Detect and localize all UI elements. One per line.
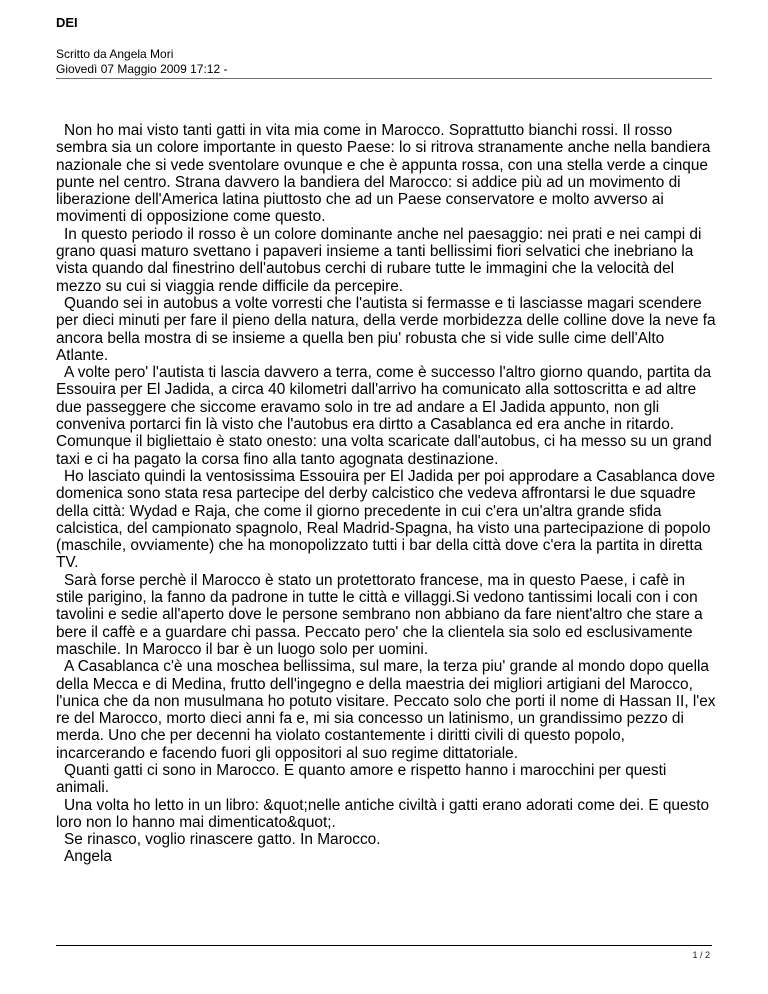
page-number: 1 / 2 xyxy=(692,950,710,960)
header-divider xyxy=(56,78,712,79)
paragraph: In questo periodo il rosso è un colore dominante anche nel paesaggio: nei prati e nei campi di grano quasi maturo svettano i papaveri insieme a tanti bellissimi fiori selvatici che inebriano la vista quando dal finestrino dell'autobus cerchi di rubare tutte le immagini che la velocità del mezzo su cui si viaggia rende difficile da percepire. xyxy=(56,225,702,295)
article-meta xyxy=(56,47,227,77)
paragraph: Ho lasciato quindi la ventosissima Essouira per El Jadida per poi approdare a Casablanca dove domenica sono stata resa partecipe del derby calcistico che vedeva affrontarsi le due squadre della città: Wydad e Raja, che come il giorno precedente in cui c'era un'altra grande sfida calcistica, del campionato spagnolo, Real Madrid-Spagna, ha visto una partecipazione di popolo (maschile, ovviamente) che ha monopolizzato tutti i bar della città dove c'era la partita in diretta TV. xyxy=(56,467,716,572)
footer-divider xyxy=(56,945,712,946)
page-title: DEI xyxy=(56,15,78,30)
paragraph: A Casablanca c'è una moschea bellissima, sul mare, la terza piu' grande al mondo dopo quella della Mecca e di Medina, frutto dell'ingegno e della maestria dei migliori artigiani del Marocco, l'unica che da non musulmana ho potuto visitare. Peccato solo che porti il nome di Hassan II, l'ex re del Marocco, morto dieci anni fa e, mi sia concesso un latinismo, un grandissimo pezzo di merda. Uno che per decenni ha violato costantemente i diritti civili di questo popolo, incarcerando e facendo fuori gli oppositori al suo regime dittatoriale. xyxy=(56,658,716,762)
paragraph: Quando sei in autobus a volte vorresti che l'autista si fermasse e ti lasciasse magari scendere per dieci minuti per fare il pieno della natura, della verde morbidezza delle colline dove la neve fa ancora bella mostra di se insieme a quella ben piu' robusta che si vide sulle cime dell'Alto Atlante. xyxy=(56,294,716,364)
date-line: Giovedì 07 Maggio 2009 17:12 - xyxy=(56,62,228,76)
paragraph: Quanti gatti ci sono in Marocco. E quanto amore e rispetto hanno i marocchini per questi animali. xyxy=(56,761,667,797)
article-body xyxy=(56,122,716,866)
signature: Angela xyxy=(64,848,112,866)
paragraph: Una volta ho letto in un libro: &quot;nelle antiche civiltà i gatti erano adorati come dei. E questo loro non lo hanno mai dimenticato&quot;. xyxy=(56,796,710,831)
paragraph: Non ho mai visto tanti gatti in vita mia come in Marocco. Soprattutto bianchi rossi. Il rosso sembra sia un colore importante in questo Paese: lo si ritrova stranamente anche nella bandiera nazionale che si vede sventolare ovunque e che è appunta rossa, con una stella verde a cinque punte nel centro. Strana davvero la bandiera del Marocco: si addice più ad un movimento di liberazione dell'America latina piuttosto che ad un Paese conservatore e molto avverso ai movimenti di opposizione come questo. xyxy=(56,122,711,226)
paragraph: Sarà forse perchè il Marocco è stato un protettorato francese, ma in questo Paese, i cafè in stile parigino, la fanno da padrone in tutte le città e villaggi.Si vedono tantissimi locali con i con tavolini e sedie all'aperto dove le persone sembrano non abbiano da fare nient'altro che stare a bere il caffè e a guardare chi passa. Peccato pero' che la clientela sia solo ed esclusivamente maschile. In Marocco il bar è un luogo solo per uomini. xyxy=(56,571,703,658)
paragraph: Se rinasco, voglio rinascere gatto. In Marocco. xyxy=(64,831,381,849)
author-line: Scritto da Angela Mori xyxy=(56,47,174,61)
paragraph: A volte pero' l'autista ti lascia davvero a terra, come è successo l'altro giorno quando, partita da Essouira per El Jadida, a circa 40 kilometri dall'arrivo ha comunicato alla sottoscritta e ad altre due passeggere che siccome eravamo solo in tre ad andare a El Jadida appunto, non gli conveniva portarci fin là visto che l'autobus era dirtto a Casablanca ed era anche in ritardo. Comunque il bigliettaio è stato onesto: una volta scaricate dall'autobus, ci ha messo su un grand taxi e ci ha pagato la corsa fino alla tanto agognata destinazione. xyxy=(56,364,712,468)
